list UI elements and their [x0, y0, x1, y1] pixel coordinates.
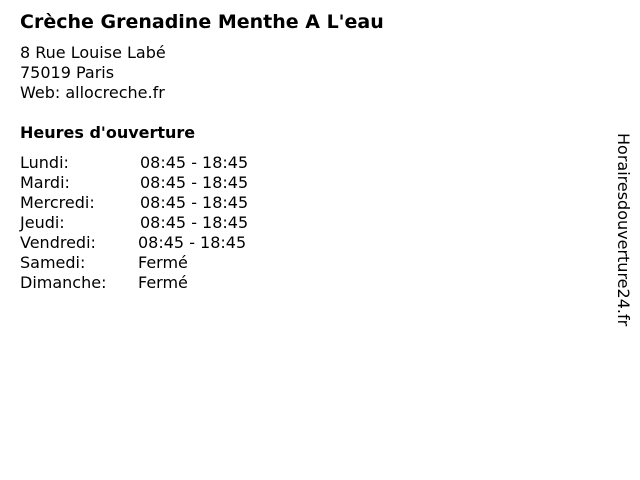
hours-day: Jeudi:	[20, 213, 65, 232]
hours-time: Fermé	[138, 273, 188, 292]
address-city: 75019 Paris	[20, 63, 115, 82]
address-web: Web: allocreche.fr	[20, 83, 165, 102]
page-title: Crèche Grenadine Menthe A L'eau	[20, 11, 384, 33]
hours-time: 08:45 - 18:45	[140, 153, 249, 172]
hours-time: Fermé	[138, 253, 188, 272]
hours-day: Lundi:	[20, 153, 69, 172]
hours-day: Dimanche:	[20, 273, 107, 292]
watermark	[611, 133, 635, 345]
hours-heading: Heures d'ouverture	[20, 123, 196, 142]
hours-day: Mardi:	[20, 173, 70, 192]
address-block	[20, 43, 166, 103]
hours-day: Mercredi:	[20, 193, 95, 212]
hours-day: Vendredi:	[20, 233, 96, 252]
watermark-text: Horairesdouverture24.fr	[614, 133, 633, 327]
hours-time: 08:45 - 18:45	[138, 233, 247, 252]
hours-time: 08:45 - 18:45	[140, 193, 249, 212]
hours-time: 08:45 - 18:45	[140, 213, 249, 232]
hours-day: Samedi:	[20, 253, 86, 272]
hours-time: 08:45 - 18:45	[140, 173, 249, 192]
address-street: 8 Rue Louise Labé	[20, 43, 166, 62]
